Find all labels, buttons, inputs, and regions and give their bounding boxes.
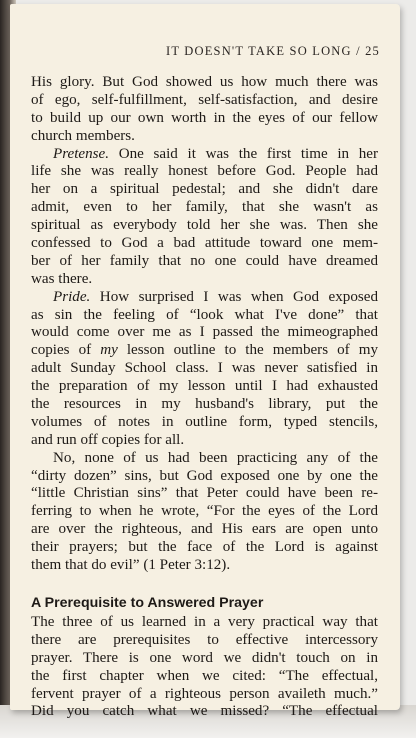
text-line: the resources in my husband's library, put the: [31, 396, 378, 413]
text-line: volumes of notes in outline form, typed stencils,: [31, 413, 378, 430]
section-gap: [31, 575, 378, 593]
text-line: there are prerequisites to effective intercessory: [31, 631, 378, 648]
text-line: of ego, self-fulfillment, self-satisfaction, and desire: [31, 91, 378, 108]
text-line: are over the righteous, and His ears are open unto: [31, 521, 378, 538]
text-line: ferring to when he wrote, “For the eyes of the Lord: [31, 503, 378, 520]
text-line: prayer. There is one word we didn't touch on in: [31, 649, 378, 666]
text-line: them that do evil” (1 Peter 3:12).: [31, 557, 231, 574]
text-line: as sin the feeling of “look what I've done” that: [31, 306, 378, 323]
paragraph-pretense-start: [31, 146, 378, 164]
text-line: Did you catch what we missed? “The effectual: [31, 703, 378, 720]
text-line: confessed to God a bad attitude toward one mem-: [31, 235, 378, 252]
text-line: adult Sunday School class. I was never satisfied in: [31, 360, 378, 377]
text-line: her on a spiritual pedestal; and she didn't dare: [31, 181, 378, 198]
text-line: the preparation of my lesson until I had exhausted: [31, 378, 378, 395]
page-body: [31, 74, 378, 721]
text-line: The three of us learned in a very practical way that: [31, 613, 378, 630]
text-line: church members.: [31, 127, 135, 144]
paragraph-pride-start: [31, 289, 378, 307]
text-line: His glory. But God showed us how much there was: [31, 74, 378, 90]
text-line: to build up our own worth in the eyes of our fellow: [31, 109, 378, 126]
text-line: “little Christian sins” that Peter could have been re-: [31, 485, 378, 502]
text-line: and run off copies for all.: [31, 431, 185, 448]
text-line: No, none of us had been practicing any of the: [53, 449, 378, 466]
text-line: “dirty dozen” sins, but God exposed one by one the: [31, 467, 378, 484]
text-line: life she was really honest before God. People had: [31, 163, 378, 180]
text-line: Pride. How surprised I was when God exposed: [53, 288, 378, 305]
text-line: Pretense. One said it was the first time in her: [53, 145, 378, 162]
text-line: would come over me as I passed the mimeographed: [31, 324, 378, 341]
text-line: copies of my lesson outline to the members of my: [31, 342, 378, 359]
text-line: was there.: [31, 270, 93, 287]
section-heading: A Prerequisite to Answered Prayer: [31, 594, 264, 611]
text-line: the first chapter when we cited: “The effectual,: [31, 667, 378, 684]
text-line: fervent prayer of a righteous person availeth much.”: [31, 685, 378, 702]
paragraph-no-none-start: [31, 450, 378, 468]
text-line: admit, even to her family, that she wasn't as: [31, 199, 378, 216]
text-line: spiritual as everybody told her she was. Then she: [31, 217, 378, 234]
running-head: IT DOESN'T TAKE SO LONG / 25: [165, 44, 380, 58]
text-line: their prayers; but the face of the Lord is against: [31, 539, 378, 556]
text-line: ber of her family that no one could have dreamed: [31, 252, 378, 269]
